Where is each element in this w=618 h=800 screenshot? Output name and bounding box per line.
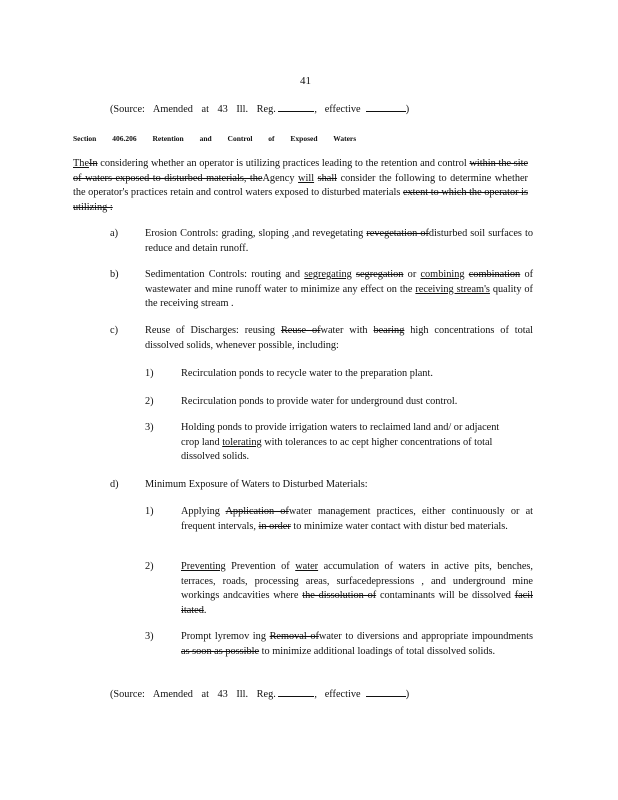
item-c-text-3: high concentrations of total dissolved solids, whenever possible, including:	[145, 325, 534, 351]
source-sep: ,	[314, 104, 317, 115]
item-c1-label: 1)	[145, 368, 154, 379]
item-a-text-2: disturbed soil surfaces to reduce and detain runoff.	[145, 228, 534, 254]
item-d1-text-3: to minimize water contact with distur bed materials.	[293, 520, 508, 532]
ins-the: The	[73, 158, 90, 169]
source-sep-bottom: ,	[314, 689, 317, 700]
item-c2: Recirculation ponds to provide water for underground dust control.	[181, 396, 458, 407]
item-d3-del-removal: Removal of	[269, 631, 319, 642]
blank-effective-bottom	[366, 686, 406, 697]
item-c-text-1: Reuse of Discharges: reusing	[145, 325, 276, 336]
source-line-top	[110, 101, 409, 118]
source-line-bottom	[110, 686, 409, 703]
item-b-text-3: of wastewater and mine runoff water to minimize any effect on the	[145, 269, 534, 295]
del-in: In	[89, 158, 98, 169]
item-c-del-bearing: bearing	[373, 325, 405, 336]
del-extent: extent to which the operator is utilizing :	[73, 187, 528, 213]
item-d2-del-dissolution: the dissolution of	[302, 590, 377, 601]
item-d1-del-application: Application of	[225, 506, 289, 517]
item-d-label: d)	[110, 479, 119, 490]
item-d2-ins-water: water	[295, 561, 319, 572]
item-d1	[181, 505, 533, 534]
intro-text-3: consider the following to determine whether the operator's practices retain and control waters exposed to disturbed materials	[73, 172, 528, 198]
del-shall: shall	[317, 172, 338, 184]
item-d1-text-1: Applying	[181, 506, 220, 517]
item-a-label: a)	[110, 228, 118, 239]
item-a	[145, 227, 533, 256]
item-c-label: c)	[110, 325, 118, 336]
intro-text-1: considering whether an operator is utilizing practices leading to the retention and control	[100, 158, 467, 169]
page-number: 41	[300, 75, 311, 87]
item-c	[145, 324, 533, 353]
intro-agency: Agency	[262, 172, 295, 184]
item-b-del-combination: combination	[468, 269, 521, 280]
item-d1-text-2: water management practices, either continuously or at frequent intervals,	[181, 506, 534, 532]
item-d3-del-asap: as soon as possible	[181, 645, 260, 657]
source-end-bottom: )	[405, 689, 410, 700]
blank-register	[278, 101, 314, 112]
item-d2-text-2: accumulation of waters in active pits, benches, terraces, roads, processing areas, surface	[181, 561, 534, 587]
item-c-del-reuse: Reuse of	[280, 325, 321, 336]
item-d3-text-3: to minimize additional loadings of total dissolved solids.	[261, 645, 496, 657]
del-within: within the site of waters exposed to disturbed materials, the	[73, 158, 529, 184]
item-d2-label: 2)	[145, 561, 154, 572]
source-effective-bottom: effective	[324, 689, 361, 700]
item-d2-text-2b: depressions	[366, 575, 415, 587]
item-a-del: revegetation of	[366, 228, 429, 239]
item-d1-del-in-order: in order	[258, 520, 291, 532]
source-end: )	[405, 104, 410, 115]
item-d2-text-3b: cavities where	[238, 590, 299, 601]
item-c3-label: 3)	[145, 422, 154, 433]
section-heading: Section 406.206 Retention and Control of Exposed Waters	[73, 134, 357, 143]
item-b-ins-segregating: segregating	[304, 269, 352, 280]
item-b-text-4: quality of the receiving stream .	[145, 283, 533, 309]
blank-effective	[366, 101, 406, 112]
source-prefix-bottom: (Source: Amended at 43 Ill. Reg.	[110, 689, 276, 700]
item-d2-ins-comma: ,	[421, 575, 424, 587]
item-d2	[181, 560, 533, 618]
item-d2-del-facilitated: facil itated	[181, 590, 533, 616]
item-d3-text-2: water to diversions and appropriate impoundments	[318, 631, 533, 642]
item-b-ins-combining: combining	[420, 269, 465, 280]
item-b-text-or: or	[407, 269, 417, 280]
item-d3	[181, 630, 533, 659]
item-d2-text-4: contaminants will be dissolved	[379, 590, 511, 601]
item-d2-text-3: and underground mine workings and	[181, 575, 533, 601]
item-d3-label: 3)	[145, 631, 154, 642]
item-d: Minimum Exposure of Waters to Disturbed Materials:	[145, 479, 368, 490]
item-c1: Recirculation ponds to recycle water to the preparation plant.	[181, 368, 433, 379]
item-b	[145, 268, 533, 312]
item-c-text-2: water with	[320, 325, 368, 336]
item-b-label: b)	[110, 269, 119, 280]
ins-will: will	[298, 172, 315, 184]
item-b-text-1: Sedimentation Controls: routing and	[145, 269, 301, 280]
source-prefix: (Source: Amended at 43 Ill. Reg.	[110, 104, 276, 115]
item-d2-text-5: .	[203, 604, 207, 616]
item-c2-label: 2)	[145, 396, 154, 407]
intro-paragraph	[73, 157, 528, 215]
item-d1-label: 1)	[145, 506, 154, 517]
item-d2-text-1: Prevention of	[231, 561, 290, 572]
blank-register-bottom	[278, 686, 314, 697]
item-c3-ins-tolerating: tolerating	[222, 436, 262, 448]
item-c3	[181, 421, 511, 465]
item-c3-text-2: with tolerances to ac cept higher concentrations of total dissolved solids.	[181, 436, 493, 462]
item-d2-ins-preventing: Preventing	[181, 561, 226, 572]
item-b-ins-receiving: receiving stream's	[415, 283, 490, 295]
item-d3-text-1: Prompt lyremov ing	[181, 631, 266, 642]
source-effective: effective	[324, 104, 361, 115]
item-b-del-segregation: segregation	[355, 269, 404, 280]
item-a-text-1: Erosion Controls: grading, sloping ,and revegetating	[145, 228, 364, 239]
item-c3-text-1: Holding ponds to provide irrigation waters to reclaimed land and/ or adjacent crop land	[181, 422, 500, 448]
